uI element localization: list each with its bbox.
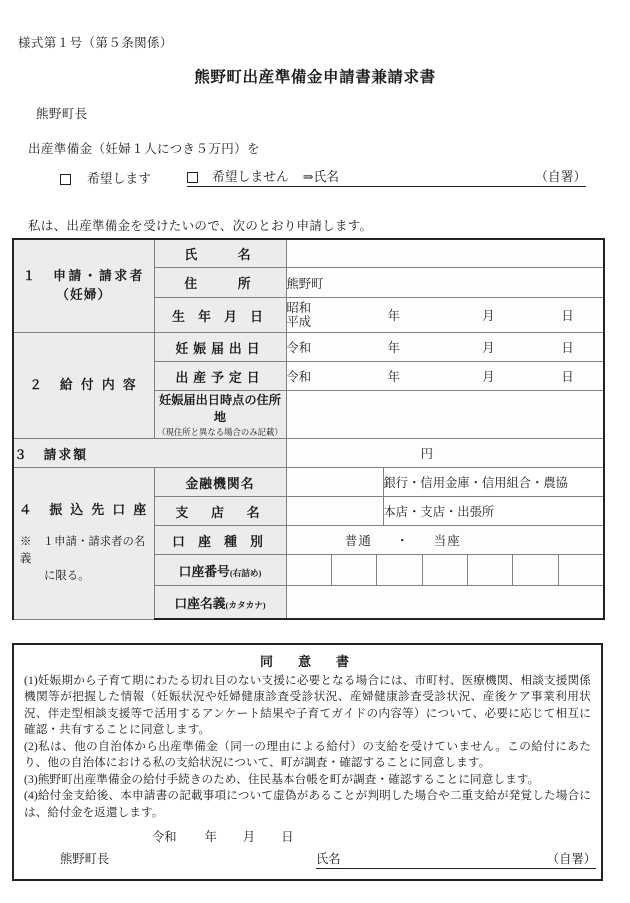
birthdate-fields <box>287 298 604 332</box>
intro-statement: 私は、出産準備金を受けたいので、次のとおり申請します。 <box>28 219 373 233</box>
consent-signature-field[interactable] <box>316 849 596 869</box>
section1-subtitle: （妊婦） <box>56 288 112 302</box>
checkbox-icon-no[interactable] <box>187 172 198 183</box>
account-type-ordinary[interactable]: 普通 <box>344 534 372 548</box>
bank-name-label: 金融機関名 <box>154 468 286 497</box>
section4-label <box>13 468 154 620</box>
birthdate-era <box>287 301 343 329</box>
section1-title: １ 申請・請求者 <box>22 268 145 283</box>
checkbox-icon-yes[interactable] <box>60 174 71 185</box>
benefit-amount-statement: 出産準備金（妊婦１人につき５万円）を <box>28 142 260 156</box>
account-number-main-label: 口座番号 <box>178 564 230 579</box>
account-holder-input[interactable] <box>286 586 604 620</box>
account-type-separator: ・ <box>395 534 410 548</box>
birth-month-unit: 月 <box>482 309 495 323</box>
birth-day-unit: 日 <box>561 309 574 323</box>
account-holder-label <box>154 586 286 620</box>
due-year-unit: 年 <box>387 370 400 384</box>
table-row <box>13 333 604 362</box>
account-digit-cell[interactable] <box>332 555 377 585</box>
table-row <box>13 468 604 497</box>
form-number: 様式第１号（第５条関係） <box>18 36 173 50</box>
due-month-unit: 月 <box>482 370 495 384</box>
account-digit-cell[interactable] <box>423 555 468 585</box>
consent-date-year: 年 <box>204 830 217 845</box>
account-number-label <box>154 555 286 586</box>
name-input[interactable] <box>286 239 604 268</box>
consent-date-month: 月 <box>242 830 256 845</box>
address-at-report-main-label: 妊娠届出日時点の住所地 <box>159 393 281 424</box>
page-title: 熊野町出産準備金申請書兼請求書 <box>194 69 436 86</box>
account-number-input[interactable] <box>286 555 604 586</box>
address-at-report-note: （現住所と異なる場合のみ記載） <box>157 428 283 437</box>
name-arrow-label: ⇒氏名 <box>302 170 340 184</box>
address-input[interactable]: 熊野町 <box>286 268 604 298</box>
consent-signature-block <box>24 827 596 871</box>
section2-label <box>13 333 154 439</box>
birthdate-input[interactable] <box>286 298 604 333</box>
consent-item-2: (2)私は、他の自治体から出産準備金（同一の理由による給付）の支給を受けていません。この給付にあたり、他の自治体における私の支給状況について、町が調査・確認することに同意します。 <box>24 739 591 770</box>
address-at-report-input[interactable] <box>286 391 604 439</box>
account-digit-cell[interactable] <box>287 555 332 585</box>
consent-date-fields[interactable] <box>152 827 294 845</box>
signature-note: （自署） <box>535 170 587 184</box>
account-type-current[interactable]: 当座 <box>433 534 461 548</box>
consent-name-label: 氏名 <box>316 852 341 867</box>
section2-title: ２ 給 付 内 容 <box>29 377 139 392</box>
pregnancy-year-unit: 年 <box>387 341 400 355</box>
account-holder-note: (カタカナ) <box>225 599 266 610</box>
era-showa: 昭和 <box>286 300 312 315</box>
due-date-label: 出産予定日 <box>154 362 286 391</box>
birth-year-unit: 年 <box>387 309 400 323</box>
consent-signature-note: （自署） <box>546 852 596 867</box>
branch-name-label: 支 店 名 <box>154 497 286 526</box>
account-number-note: (右詰め) <box>229 567 262 578</box>
consent-section <box>12 643 603 881</box>
bank-type-options[interactable]: 銀行・信用金庫・信用組合・農協 <box>383 468 604 497</box>
due-date-input[interactable] <box>286 362 604 391</box>
due-date-era: 令和 <box>286 370 312 384</box>
table-row <box>13 239 604 268</box>
era-heisei: 平成 <box>286 315 312 329</box>
claim-amount-input[interactable] <box>286 439 604 468</box>
section4-title: ４ 振 込 先 口 座 <box>18 502 149 517</box>
pregnancy-month-unit: 月 <box>482 341 495 355</box>
consent-title: 同 意 書 <box>259 654 355 669</box>
section4-note-line1: ※ １申請・請求者の名義 <box>20 536 146 566</box>
pregnancy-day-unit: 日 <box>561 341 574 355</box>
branch-type-options[interactable]: 本店・支店・出張所 <box>383 497 604 526</box>
account-number-cells <box>287 555 604 585</box>
account-type-label: 口 座 種 別 <box>154 526 286 555</box>
account-digit-cell[interactable] <box>468 555 513 585</box>
address-at-report-label <box>154 391 286 439</box>
account-type-choices <box>287 531 604 549</box>
addressee: 熊野町長 <box>36 107 88 121</box>
bank-name-input[interactable] <box>286 468 383 497</box>
choice-yes-label: 希望します <box>87 172 151 186</box>
section4-note-line2: に限る。 <box>44 570 90 583</box>
account-digit-cell[interactable] <box>559 555 603 585</box>
choice-no-label: 希望しません <box>211 170 289 184</box>
name-label: 氏 名 <box>154 239 286 268</box>
section1-label <box>13 239 154 333</box>
account-digit-cell[interactable] <box>377 555 422 585</box>
section3-label: ３ 請求額 <box>13 439 286 468</box>
account-holder-main-label: 口座名義 <box>174 596 226 611</box>
pregnancy-report-date-input[interactable] <box>286 333 604 362</box>
pregnancy-report-date-label: 妊娠届出日 <box>154 333 286 362</box>
pregnancy-report-era: 令和 <box>286 341 312 355</box>
branch-name-input[interactable] <box>286 497 383 526</box>
consent-item-1: (1)妊娠期から子育て期にわたる切れ目のない支援に必要となる場合には、市町村、医療機関、相談支援関係機関等が把握した情報（妊娠状況や妊婦健康診査受診状況、産婦健康診査受診状況、産後ケア事業利用状況、伴走型相談支援等で活用するアンケート結果や子育てガイドの内容等）について、必要に応じて相互に確認・共有することに同意します。 <box>24 674 591 737</box>
consent-item-4: (4)給付金支給後、本申請書の記載事項について虚偽があることが判明した場合や二重支給が発覚した場合には、給付金を返還します。 <box>24 789 591 819</box>
choice-yes[interactable] <box>60 168 151 187</box>
consent-date-era: 令和 <box>152 830 177 845</box>
consent-item-3: (3)熊野町出産準備金の給付手続きのため、住民基本台帳を町が調査・確認することに同意します。 <box>24 772 540 786</box>
address-label: 住 所 <box>154 268 286 298</box>
benefit-choice-row <box>60 166 586 187</box>
pregnancy-report-fields <box>287 333 604 361</box>
account-digit-cell[interactable] <box>513 555 558 585</box>
due-date-fields <box>287 362 604 390</box>
due-day-unit: 日 <box>561 370 574 384</box>
table-row <box>13 439 604 468</box>
consent-date-day: 日 <box>281 830 294 845</box>
account-type-options[interactable] <box>286 526 604 555</box>
claim-amount-unit: 円 <box>420 447 433 461</box>
choice-no[interactable] <box>187 166 586 187</box>
application-table <box>12 238 605 620</box>
consent-addressee: 熊野町長 <box>60 852 110 867</box>
birthdate-label: 生 年 月 日 <box>154 298 286 333</box>
